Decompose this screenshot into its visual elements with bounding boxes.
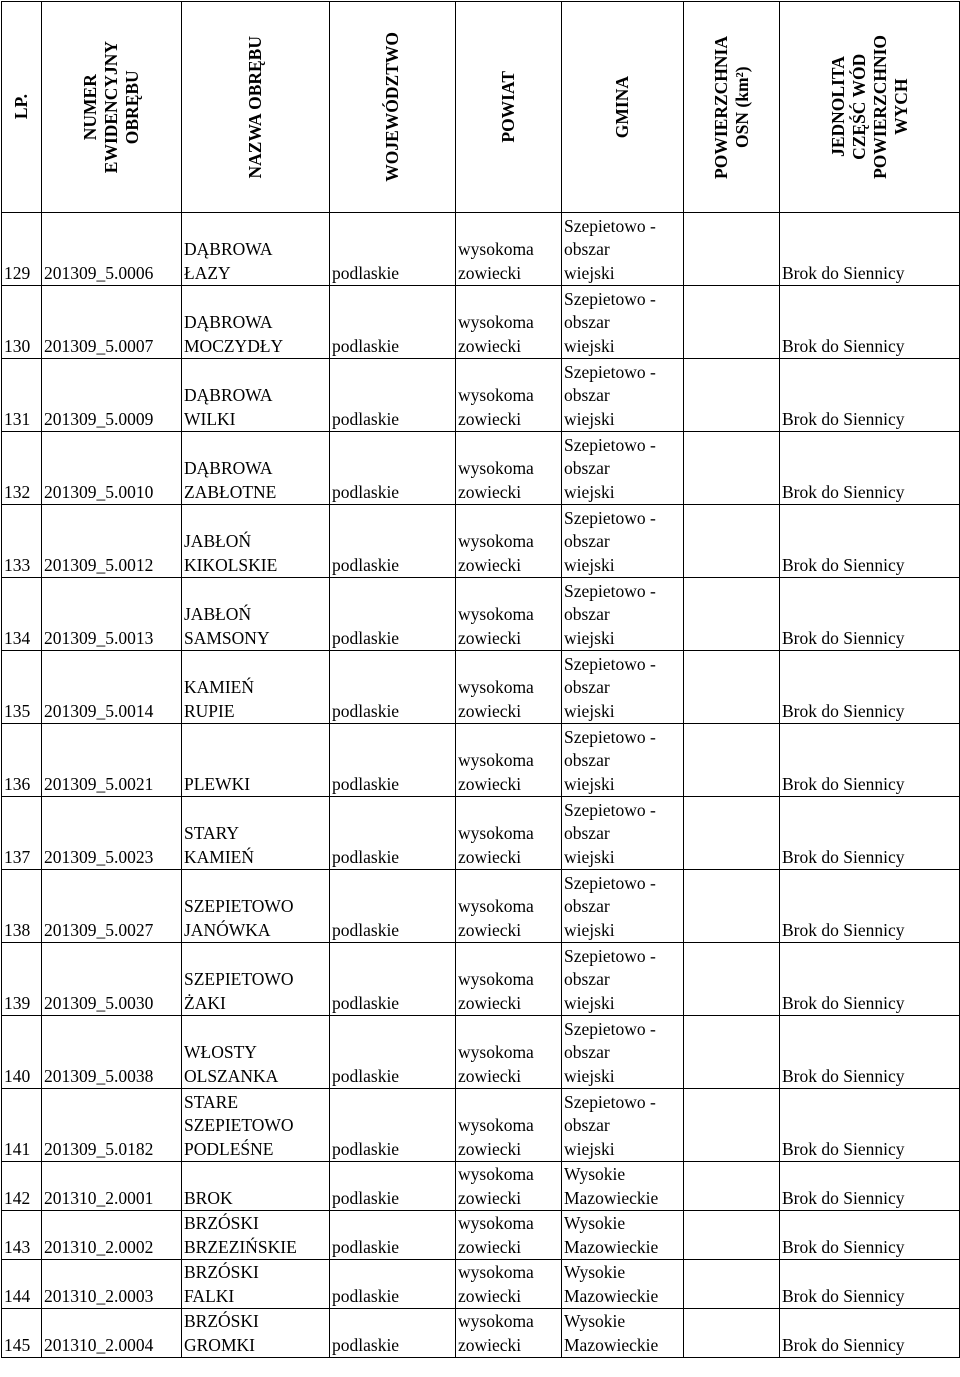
cell-wojewodztwo: podlaskie xyxy=(330,651,456,724)
table-row xyxy=(2,213,960,286)
table-row xyxy=(2,943,960,1016)
header-lp: LP. xyxy=(2,2,42,213)
cell-gmina: Szepietowo - obszar wiejski xyxy=(562,1016,684,1089)
cell-nazwa: BRZÓSKI GROMKI xyxy=(182,1309,330,1358)
cell-jcwp: Brok do Siennicy xyxy=(780,797,960,870)
cell-lp: 129 xyxy=(2,213,42,286)
header-nazwa: NAZWA OBRĘBU xyxy=(182,2,330,213)
cell-wojewodztwo: podlaskie xyxy=(330,1260,456,1309)
cell-wojewodztwo: podlaskie xyxy=(330,578,456,651)
cell-powierzchnia xyxy=(684,1016,780,1089)
table-row xyxy=(2,724,960,797)
cell-numer: 201309_5.0014 xyxy=(42,651,182,724)
table-row xyxy=(2,505,960,578)
cell-wojewodztwo: podlaskie xyxy=(330,432,456,505)
cell-nazwa: BRZÓSKI FALKI xyxy=(182,1260,330,1309)
cell-nazwa: PLEWKI xyxy=(182,724,330,797)
cell-nazwa: STARE SZEPIETOWO PODLEŚNE xyxy=(182,1089,330,1162)
cell-powiat: wysokoma zowiecki xyxy=(456,213,562,286)
cell-numer: 201309_5.0021 xyxy=(42,724,182,797)
cell-jcwp: Brok do Siennicy xyxy=(780,724,960,797)
cell-powiat: wysokoma zowiecki xyxy=(456,1309,562,1358)
header-wojewodztwo: WOJEWÓDZTWO xyxy=(330,2,456,213)
cell-powiat: wysokoma zowiecki xyxy=(456,1211,562,1260)
cell-jcwp: Brok do Siennicy xyxy=(780,286,960,359)
cell-lp: 136 xyxy=(2,724,42,797)
cell-jcwp: Brok do Siennicy xyxy=(780,1162,960,1211)
cell-numer: 201309_5.0027 xyxy=(42,870,182,943)
header-gmina: GMINA xyxy=(562,2,684,213)
cell-jcwp: Brok do Siennicy xyxy=(780,578,960,651)
cell-jcwp: Brok do Siennicy xyxy=(780,359,960,432)
cell-jcwp: Brok do Siennicy xyxy=(780,943,960,1016)
header-jcwp: JEDNOLITA CZĘŚĆ WÓD POWIERZCHNIO WYCH xyxy=(780,2,960,213)
table-row xyxy=(2,797,960,870)
cell-powierzchnia xyxy=(684,286,780,359)
cell-numer: 201309_5.0013 xyxy=(42,578,182,651)
header-powierzchnia: POWIERZCHNIA OSN (km²) xyxy=(684,2,780,213)
cell-numer: 201310_2.0001 xyxy=(42,1162,182,1211)
cell-wojewodztwo: podlaskie xyxy=(330,943,456,1016)
cell-wojewodztwo: podlaskie xyxy=(330,1211,456,1260)
cell-numer: 201309_5.0010 xyxy=(42,432,182,505)
cell-lp: 131 xyxy=(2,359,42,432)
cell-gmina: Szepietowo - obszar wiejski xyxy=(562,943,684,1016)
header-powiat: POWIAT xyxy=(456,2,562,213)
cell-nazwa: DĄBROWA WILKI xyxy=(182,359,330,432)
cell-lp: 132 xyxy=(2,432,42,505)
table-row xyxy=(2,870,960,943)
cell-numer: 201309_5.0012 xyxy=(42,505,182,578)
cell-powiat: wysokoma zowiecki xyxy=(456,286,562,359)
cell-jcwp: Brok do Siennicy xyxy=(780,1089,960,1162)
cell-gmina: Szepietowo - obszar wiejski xyxy=(562,359,684,432)
cell-powierzchnia xyxy=(684,1211,780,1260)
header-numer: NUMER EWIDENCYJNY OBRĘBU xyxy=(42,2,182,213)
cell-nazwa: BROK xyxy=(182,1162,330,1211)
cell-nazwa: KAMIEŃ RUPIE xyxy=(182,651,330,724)
cell-jcwp: Brok do Siennicy xyxy=(780,1309,960,1358)
cell-gmina: Szepietowo - obszar wiejski xyxy=(562,286,684,359)
cell-lp: 141 xyxy=(2,1089,42,1162)
cell-lp: 145 xyxy=(2,1309,42,1358)
cell-nazwa: STARY KAMIEŃ xyxy=(182,797,330,870)
cell-jcwp: Brok do Siennicy xyxy=(780,651,960,724)
cell-lp: 135 xyxy=(2,651,42,724)
cell-powierzchnia xyxy=(684,870,780,943)
cell-powiat: wysokoma zowiecki xyxy=(456,1089,562,1162)
cell-wojewodztwo: podlaskie xyxy=(330,1309,456,1358)
cell-lp: 134 xyxy=(2,578,42,651)
cell-powiat: wysokoma zowiecki xyxy=(456,1162,562,1211)
cell-wojewodztwo: podlaskie xyxy=(330,870,456,943)
cell-gmina: Szepietowo - obszar wiejski xyxy=(562,578,684,651)
table-row xyxy=(2,359,960,432)
cell-jcwp: Brok do Siennicy xyxy=(780,505,960,578)
cell-nazwa: JABŁOŃ SAMSONY xyxy=(182,578,330,651)
cell-powiat: wysokoma zowiecki xyxy=(456,359,562,432)
cell-wojewodztwo: podlaskie xyxy=(330,1016,456,1089)
cell-powiat: wysokoma zowiecki xyxy=(456,432,562,505)
cell-gmina: Szepietowo - obszar wiejski xyxy=(562,797,684,870)
cell-jcwp: Brok do Siennicy xyxy=(780,1260,960,1309)
cell-lp: 138 xyxy=(2,870,42,943)
table-row xyxy=(2,1309,960,1358)
cell-lp: 130 xyxy=(2,286,42,359)
cell-jcwp: Brok do Siennicy xyxy=(780,1016,960,1089)
cell-nazwa: DĄBROWA ZABŁOTNE xyxy=(182,432,330,505)
cell-nazwa: JABŁOŃ KIKOLSKIE xyxy=(182,505,330,578)
cell-gmina: Szepietowo - obszar wiejski xyxy=(562,505,684,578)
cell-jcwp: Brok do Siennicy xyxy=(780,213,960,286)
cell-wojewodztwo: podlaskie xyxy=(330,213,456,286)
cell-powiat: wysokoma zowiecki xyxy=(456,1016,562,1089)
cell-jcwp: Brok do Siennicy xyxy=(780,870,960,943)
cell-wojewodztwo: podlaskie xyxy=(330,797,456,870)
cell-nazwa: DĄBROWA ŁAZY xyxy=(182,213,330,286)
cell-powiat: wysokoma zowiecki xyxy=(456,505,562,578)
cell-powierzchnia xyxy=(684,943,780,1016)
cell-nazwa: DĄBROWA MOCZYDŁY xyxy=(182,286,330,359)
cell-numer: 201309_5.0030 xyxy=(42,943,182,1016)
cell-lp: 143 xyxy=(2,1211,42,1260)
header-row xyxy=(2,2,960,213)
cell-powiat: wysokoma zowiecki xyxy=(456,651,562,724)
cell-gmina: Szepietowo - obszar wiejski xyxy=(562,724,684,797)
cell-powierzchnia xyxy=(684,1309,780,1358)
cell-gmina: Wysokie Mazowieckie xyxy=(562,1309,684,1358)
cell-powierzchnia xyxy=(684,432,780,505)
table-row xyxy=(2,1016,960,1089)
cell-gmina: Szepietowo - obszar wiejski xyxy=(562,432,684,505)
cell-jcwp: Brok do Siennicy xyxy=(780,1211,960,1260)
cell-lp: 139 xyxy=(2,943,42,1016)
cell-numer: 201309_5.0009 xyxy=(42,359,182,432)
cell-powierzchnia xyxy=(684,505,780,578)
cell-numer: 201309_5.0006 xyxy=(42,213,182,286)
cell-numer: 201310_2.0004 xyxy=(42,1309,182,1358)
cell-powierzchnia xyxy=(684,1162,780,1211)
table-row xyxy=(2,432,960,505)
cell-wojewodztwo: podlaskie xyxy=(330,1089,456,1162)
cell-gmina: Wysokie Mazowieckie xyxy=(562,1260,684,1309)
cell-gmina: Wysokie Mazowieckie xyxy=(562,1211,684,1260)
cell-numer: 201309_5.0007 xyxy=(42,286,182,359)
cell-numer: 201310_2.0003 xyxy=(42,1260,182,1309)
cell-wojewodztwo: podlaskie xyxy=(330,1162,456,1211)
table-row xyxy=(2,1089,960,1162)
cell-wojewodztwo: podlaskie xyxy=(330,359,456,432)
cell-numer: 201309_5.0182 xyxy=(42,1089,182,1162)
cell-nazwa: SZEPIETOWO JANÓWKA xyxy=(182,870,330,943)
cell-powierzchnia xyxy=(684,359,780,432)
cell-numer: 201309_5.0038 xyxy=(42,1016,182,1089)
cell-lp: 133 xyxy=(2,505,42,578)
cell-powiat: wysokoma zowiecki xyxy=(456,870,562,943)
cell-powierzchnia xyxy=(684,724,780,797)
cell-jcwp: Brok do Siennicy xyxy=(780,432,960,505)
cell-nazwa: SZEPIETOWO ŻAKI xyxy=(182,943,330,1016)
cell-gmina: Szepietowo - obszar wiejski xyxy=(562,1089,684,1162)
cell-nazwa: BRZÓSKI BRZEZIŃSKIE xyxy=(182,1211,330,1260)
cell-powierzchnia xyxy=(684,213,780,286)
table-row xyxy=(2,651,960,724)
cell-numer: 201310_2.0002 xyxy=(42,1211,182,1260)
cell-powierzchnia xyxy=(684,651,780,724)
cell-powiat: wysokoma zowiecki xyxy=(456,578,562,651)
cell-lp: 137 xyxy=(2,797,42,870)
cell-lp: 140 xyxy=(2,1016,42,1089)
cell-powiat: wysokoma zowiecki xyxy=(456,797,562,870)
table-row xyxy=(2,578,960,651)
cell-gmina: Szepietowo - obszar wiejski xyxy=(562,651,684,724)
cell-powierzchnia xyxy=(684,1089,780,1162)
cell-gmina: Szepietowo - obszar wiejski xyxy=(562,870,684,943)
cell-lp: 144 xyxy=(2,1260,42,1309)
table-row xyxy=(2,1211,960,1260)
cell-powierzchnia xyxy=(684,797,780,870)
cell-powierzchnia xyxy=(684,1260,780,1309)
table-row xyxy=(2,1260,960,1309)
cell-numer: 201309_5.0023 xyxy=(42,797,182,870)
cell-wojewodztwo: podlaskie xyxy=(330,286,456,359)
cell-powiat: wysokoma zowiecki xyxy=(456,1260,562,1309)
cell-powierzchnia xyxy=(684,578,780,651)
cell-gmina: Wysokie Mazowieckie xyxy=(562,1162,684,1211)
cell-gmina: Szepietowo - obszar wiejski xyxy=(562,213,684,286)
cell-nazwa: WŁOSTY OLSZANKA xyxy=(182,1016,330,1089)
table-row xyxy=(2,1162,960,1211)
cell-wojewodztwo: podlaskie xyxy=(330,724,456,797)
cell-wojewodztwo: podlaskie xyxy=(330,505,456,578)
table-row xyxy=(2,286,960,359)
cell-powiat: wysokoma zowiecki xyxy=(456,724,562,797)
cell-lp: 142 xyxy=(2,1162,42,1211)
cell-powiat: wysokoma zowiecki xyxy=(456,943,562,1016)
obreby-table xyxy=(1,1,960,1358)
